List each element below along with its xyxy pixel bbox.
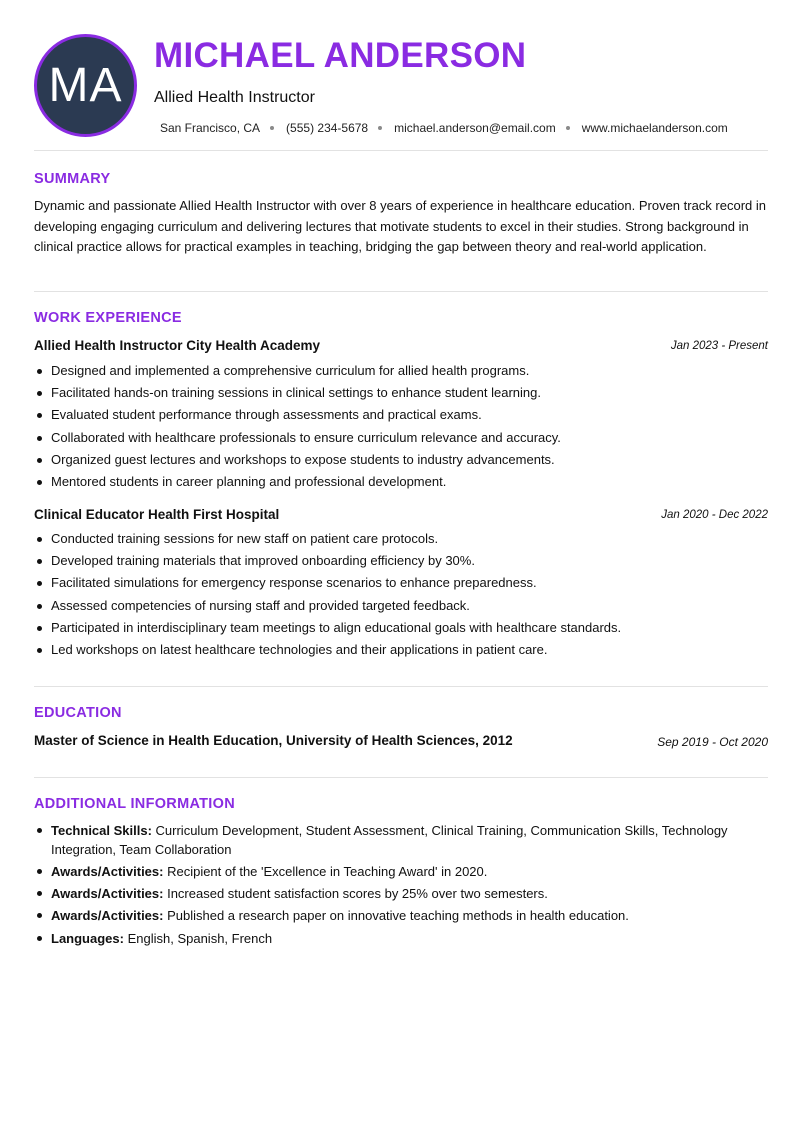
list-item (34, 821, 768, 859)
summary-text: Dynamic and passionate Allied Health Instructor with over 8 years of experience in healthcare education. Proven track record in developing engaging curriculum and delivering lectures that motivate students to excel in their studies. Strong background in clinical practice allows for practical examples in teaching, bridging the gap between theory and real-world application. (34, 198, 766, 254)
item-text: Recipient of the 'Excellence in Teaching Award' in 2020. (163, 864, 488, 879)
item-text: Increased student satisfaction scores by 25% over two semesters. (163, 886, 548, 901)
job-header (34, 507, 768, 525)
list-item: Conducted training sessions for new staff on patient care protocols. (34, 528, 768, 550)
list-item (34, 884, 768, 903)
job-dates: Jan 2020 - Dec 2022 (661, 509, 768, 521)
education-heading: EDUCATION (34, 705, 122, 721)
item-label: Languages: (51, 931, 124, 946)
experience-heading: WORK EXPERIENCE (34, 310, 182, 326)
job-role: Allied Health Instructor City Health Academy (34, 338, 321, 353)
list-item: Designed and implemented a comprehensive curriculum for allied health programs. (34, 360, 768, 382)
item-label: Awards/Activities: (51, 908, 164, 923)
separator-dot-icon (378, 126, 382, 130)
job-bullets (34, 360, 768, 493)
list-item: Evaluated student performance through assessments and practical exams. (34, 404, 768, 426)
list-item: Collaborated with healthcare professionals to ensure curriculum relevance and accuracy. (34, 427, 768, 449)
list-item (34, 929, 768, 948)
contact-email[interactable]: michael.anderson@email.com (394, 121, 556, 135)
item-text: Published a research paper on innovative teaching methods in health education. (163, 908, 629, 923)
item-label: Awards/Activities: (51, 886, 164, 901)
additional-list (34, 821, 768, 951)
list-item: Facilitated simulations for emergency response scenarios to enhance preparedness. (34, 572, 768, 594)
candidate-name: MICHAEL ANDERSON (154, 36, 527, 75)
list-item (34, 862, 768, 881)
item-text: English, Spanish, French (123, 931, 273, 946)
candidate-title: Allied Health Instructor (154, 89, 315, 106)
list-item: Led workshops on latest healthcare technologies and their applications in patient care. (34, 639, 768, 661)
additional-heading: ADDITIONAL INFORMATION (34, 796, 235, 812)
summary-heading: SUMMARY (34, 171, 111, 187)
list-item: Mentored students in career planning and professional development. (34, 471, 768, 493)
list-item: Assessed competencies of nursing staff and provided targeted feedback. (34, 595, 768, 617)
section-divider (34, 686, 768, 687)
job-header (34, 338, 768, 356)
list-item: Developed training materials that improved onboarding efficiency by 30%. (34, 550, 768, 572)
contact-phone: (555) 234-5678 (286, 121, 369, 135)
contact-website[interactable]: www.michaelanderson.com (581, 121, 728, 135)
education-dates: Sep 2019 - Oct 2020 (657, 735, 768, 749)
job-dates: Jan 2023 - Present (670, 340, 768, 352)
item-text: Curriculum Development, Student Assessment, Clinical Training, Communication Skills, Technology Integration, Team Collaboration (51, 823, 728, 857)
list-item (34, 906, 768, 925)
separator-dot-icon (270, 126, 274, 130)
resume-header (34, 34, 768, 138)
contact-line (160, 121, 728, 135)
job-bullets (34, 528, 768, 661)
item-label: Technical Skills: (51, 823, 152, 838)
contact-location: San Francisco, CA (160, 121, 261, 135)
education-degree: Master of Science in Health Education, University of Health Sciences, 2012 (34, 733, 513, 748)
education-entry (34, 733, 768, 753)
list-item: Participated in interdisciplinary team meetings to align educational goals with healthcare standards. (34, 617, 768, 639)
section-divider (34, 291, 768, 292)
job-role: Clinical Educator Health First Hospital (34, 507, 280, 522)
list-item: Organized guest lectures and workshops to expose students to industry advancements. (34, 449, 768, 471)
section-divider (34, 777, 768, 778)
list-item: Facilitated hands-on training sessions in clinical settings to enhance student learning. (34, 382, 768, 404)
avatar (34, 34, 137, 137)
section-divider (34, 150, 768, 151)
avatar-initials: MA (48, 59, 123, 112)
separator-dot-icon (566, 126, 570, 130)
item-label: Awards/Activities: (51, 864, 164, 879)
